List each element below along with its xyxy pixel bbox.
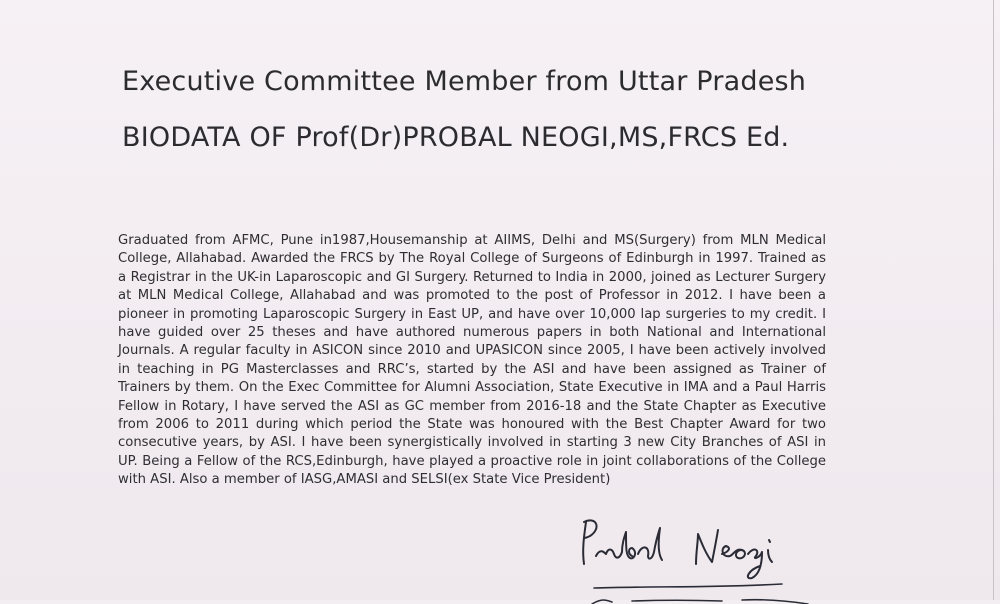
page-subheading: BIODATA OF Prof(Dr)PROBAL NEOGI,MS,FRCS Ed. (122, 122, 790, 153)
signature-stroke (594, 584, 782, 588)
page-heading: Executive Committee Member from Uttar Pradesh (122, 66, 807, 97)
signature-stroke (769, 540, 770, 542)
signature-stroke (722, 546, 745, 558)
biography-paragraph: Graduated from AFMC, Pune in1987,Housemanship at AIIMS, Delhi and MS(Surgery) from MLN Medical College, Allahabad. Awarded the FRCS by The Royal College of Surgeons of Edinburgh in 1997. Trained as a Registrar in the UK-in Laparoscopic and GI Surgery. Returned to India in 2000, joined as Lecturer Surgery at MLN Medical College, Allahabad and was promoted to the post of Professor in 2012. I have been a pioneer in promoting Laparoscopic Surgery in East UP, and have over 10,000 lap surgeries to my credit. I have guided over 25 theses and have authored numerous papers in both National and International Journals. A regular faculty in ASICON since 2010 and UPASICON since 2005, I have been actively involved in teaching in PG Masterclasses and RRC’s, started by the ASI and have been assigned as Trainer of Trainers by them. On the Exec Committee for Alumni Association, State Executive in IMA and a Paul Harris Fellow in Rotary, I have served the ASI as GC member from 2016-18 and the State Chapter as Executive from 2006 to 2011 during which period the State was honoured with the Best Chapter Award for two consecutive years, by ASI. I have been synergistically involved in starting 3 new City Branches of ASI in UP. Being a Fellow of the RCS,Edinburgh, have played a proactive role in joint collaborations of the College with ASI. Also a member of IASG,AMASI and SELSI(ex State Vice President) (118, 233, 826, 488)
signature-stroke (583, 522, 586, 564)
signature-stroke (638, 528, 662, 560)
biography-block (118, 232, 826, 490)
signature-drawing (572, 508, 812, 600)
page-edge-divider (993, 0, 994, 600)
signature-stroke (768, 550, 772, 562)
signature-stroke (592, 600, 808, 604)
signature-stroke (596, 532, 635, 558)
handwritten-signature (572, 508, 812, 600)
signature-stroke (696, 530, 718, 564)
signature-stroke (748, 550, 762, 579)
